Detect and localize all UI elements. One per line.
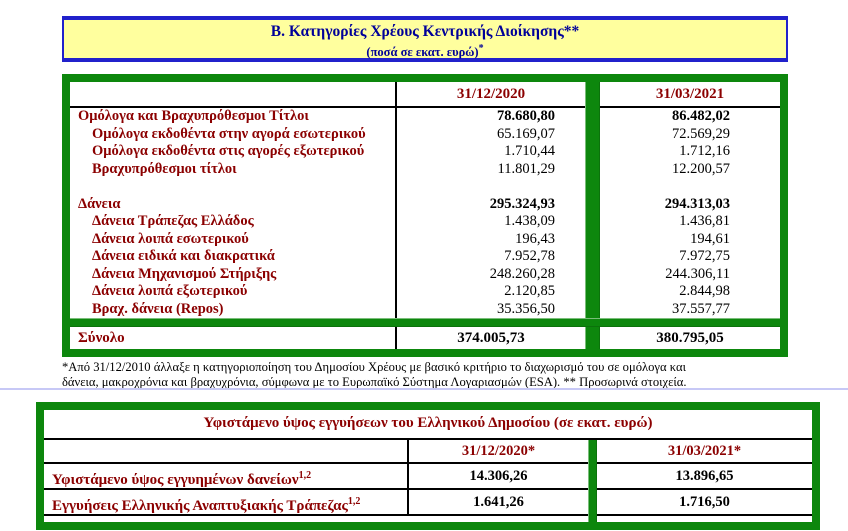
value-2020: 1.710,44 xyxy=(504,143,555,159)
row-label: Δάνεια λοιπά εσωτερικού xyxy=(92,230,249,247)
value-2021: 244.306,11 xyxy=(665,265,730,282)
footnote xyxy=(62,360,792,389)
debt-table-row xyxy=(70,213,780,231)
row-label: Ομόλογα και Βραχυπρόθεσμοι Τίτλοι xyxy=(78,108,309,124)
row-label-superscript: 1,2 xyxy=(347,496,361,507)
value-2020: 78.680,80 xyxy=(497,108,555,124)
footnote-line-2: δάνεια, μακροχρόνια και βραχυχρόνια, σύμφωνα με το Ευρωπαϊκό Σύστημα Λογαριασμών (ESA). ** Προσωρινά στοιχεία. xyxy=(62,374,687,389)
guarantees-header-empty-cell xyxy=(44,440,407,464)
value-2020: 7.952,78 xyxy=(504,248,555,264)
row-label xyxy=(44,464,407,490)
column-divider-green xyxy=(585,266,600,284)
value-2020: 35.356,50 xyxy=(497,300,555,317)
row-label: Δάνεια Μηχανισμού Στήριξης xyxy=(92,265,277,282)
debt-header-empty-cell xyxy=(70,82,395,108)
value-2020: 1.641,26 xyxy=(409,490,588,516)
value-2020: 248.260,28 xyxy=(489,265,555,282)
column-divider-green xyxy=(585,161,600,179)
column-divider-green xyxy=(585,283,600,301)
debt-table-row xyxy=(70,266,780,284)
row-label xyxy=(70,178,395,196)
debt-table-row xyxy=(70,231,780,249)
debt-header-date-2021: 31/03/2021 xyxy=(600,82,780,108)
guarantees-header-date-2021: 31/03/2021* xyxy=(597,440,812,464)
debt-table-row xyxy=(70,248,780,266)
total-value-2021: 380.795,05 xyxy=(656,330,724,346)
column-divider-green xyxy=(588,464,597,490)
row-label-superscript: 1,2 xyxy=(298,470,312,481)
column-divider-green xyxy=(585,301,600,319)
debt-categories-table xyxy=(62,74,788,357)
guarantees-header-row xyxy=(44,440,812,464)
debt-header-row xyxy=(70,82,780,108)
guarantees-header-date-2020: 31/12/2020* xyxy=(409,440,588,464)
column-divider-green xyxy=(588,440,597,464)
row-label: Ομόλογα εκδοθέντα στην αγορά εσωτερικού xyxy=(92,125,366,142)
value-2020: 2.120,85 xyxy=(504,283,555,299)
guarantees-table-row xyxy=(44,490,812,516)
footnote-line-1: *Από 31/12/2010 άλλαξε η κατηγοριοποίηση του Δημοσίου Χρέους με βασικό κριτήριο το διαχωρισμό του σε ομόλογα και xyxy=(62,360,686,374)
row-label: Δάνεια ειδικά και διακρατικά xyxy=(92,248,275,264)
value-2021: 13.896,65 xyxy=(597,464,812,490)
column-divider-green xyxy=(588,490,597,516)
value-2020: 65.169,07 xyxy=(497,125,555,142)
value-2021: 1.716,50 xyxy=(597,490,812,516)
row-label: Βραχυπρόθεσμοι τίτλοι xyxy=(92,160,237,177)
debt-blank-row xyxy=(70,178,780,196)
value-2021: 72.569,29 xyxy=(672,125,730,142)
row-label xyxy=(44,490,407,516)
column-divider-green xyxy=(585,82,600,108)
value-2020: 11.801,29 xyxy=(497,160,555,177)
page-divider xyxy=(0,388,848,390)
debt-table-row xyxy=(70,161,780,179)
debt-table-row xyxy=(70,301,780,319)
guarantees-body xyxy=(44,464,812,516)
column-divider-green xyxy=(585,108,600,126)
row-label: Ομόλογα εκδοθέντα στις αγορές εξωτερικού xyxy=(92,143,365,159)
value-2020: 14.306,26 xyxy=(409,464,588,490)
banner-subtitle-text: (ποσά σε εκατ. ευρώ) xyxy=(366,45,479,60)
column-divider-green xyxy=(585,196,600,214)
value-2020: 1.438,09 xyxy=(504,213,555,229)
row-label-text: Υφιστάμενο ύψος εγγυημένων δανείων xyxy=(52,472,299,488)
column-divider-green xyxy=(585,231,600,249)
guarantees-table-row xyxy=(44,464,812,490)
row-label-text: Εγγυήσεις Ελληνικής Αναπτυξιακής Τράπεζας xyxy=(52,498,348,514)
value-2020: 196,43 xyxy=(515,230,555,247)
debt-header-date-2020: 31/12/2020 xyxy=(397,82,585,108)
empty-cell xyxy=(409,516,588,522)
value-2021 xyxy=(600,178,780,196)
total-label: Σύνολο xyxy=(78,330,125,346)
debt-table-row xyxy=(70,143,780,161)
column-divider-green xyxy=(585,248,600,266)
row-label: Βραχ. δάνεια (Repos) xyxy=(92,300,224,317)
debt-total-row xyxy=(70,327,780,349)
total-value-2020: 374.005,73 xyxy=(457,330,525,346)
value-2021: 2.844,98 xyxy=(679,283,730,299)
debt-table-body xyxy=(70,108,780,318)
value-2021: 37.557,77 xyxy=(672,300,730,317)
value-2020 xyxy=(397,178,585,196)
row-label: Δάνεια Τράπεζας Ελλάδος xyxy=(92,213,254,229)
guarantees-empty-row xyxy=(44,516,812,522)
banner-subtitle xyxy=(64,41,786,60)
value-2021: 1.436,81 xyxy=(679,213,730,229)
row-label: Δάνεια λοιπά εξωτερικού xyxy=(92,283,248,299)
debt-table-row xyxy=(70,108,780,126)
column-divider-green xyxy=(588,516,597,522)
value-2021: 294.313,03 xyxy=(664,195,730,212)
guarantees-table xyxy=(36,402,820,530)
column-divider-green xyxy=(585,126,600,144)
value-2021: 1.712,16 xyxy=(679,143,730,159)
value-2021: 7.972,75 xyxy=(679,248,730,264)
column-divider-green xyxy=(585,143,600,161)
banner-subtitle-asterisk: * xyxy=(478,43,484,54)
debt-table-row xyxy=(70,196,780,214)
value-2021: 86.482,02 xyxy=(672,108,730,124)
total-row-divider xyxy=(70,318,780,327)
debt-table-row xyxy=(70,283,780,301)
value-2021: 194,61 xyxy=(690,230,730,247)
debt-table-row xyxy=(70,126,780,144)
banner-title: Β. Κατηγορίες Χρέους Κεντρικής Διοίκησης** xyxy=(270,23,580,40)
column-divider-green xyxy=(585,327,600,349)
row-label: Δάνεια xyxy=(78,195,121,212)
title-banner xyxy=(62,16,788,62)
column-divider-green xyxy=(585,213,600,231)
value-2020: 295.324,93 xyxy=(489,195,555,212)
guarantees-title: Υφιστάμενο ύψος εγγυήσεων του Ελληνικού Δημοσίου (σε εκατ. ευρώ) xyxy=(44,410,812,440)
column-divider-green xyxy=(585,178,600,196)
empty-cell xyxy=(44,516,407,522)
empty-cell xyxy=(597,516,812,522)
value-2021: 12.200,57 xyxy=(672,160,730,177)
